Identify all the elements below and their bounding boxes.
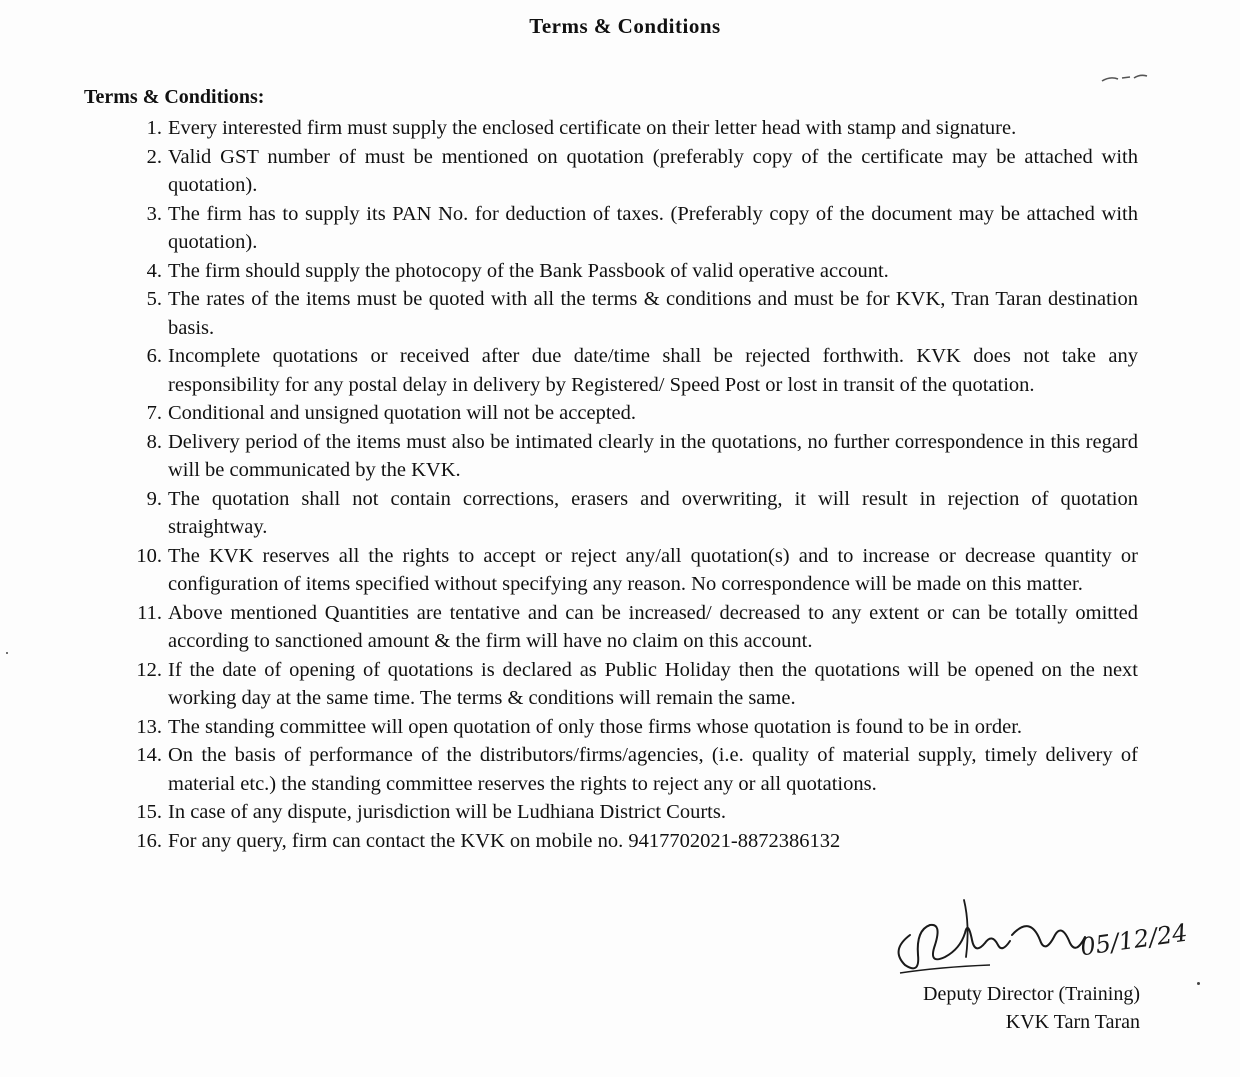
stray-pen-mark [1100,72,1150,84]
term-number: 11. [137,601,162,624]
signatory-organization: KVK Tarn Taran [1005,1011,1140,1033]
term-text: Conditional and unsigned quotation will not be accepted. [168,402,636,424]
term-text: In case of any dispute, jurisdiction will be Ludhiana District Courts. [168,801,726,823]
term-number: 12. [136,658,162,681]
term-number: 9. [146,487,162,510]
terms-list [128,114,1138,855]
term-number: 15. [136,801,162,823]
term-text: The rates of the items must be quoted with all the terms & conditions and must be for KVK, Tran Taran destination basis. [168,288,1138,339]
term-item [128,143,1138,200]
term-item [128,542,1138,599]
term-text: For any query, firm can contact the KVK on mobile no. 9417702021-8872386132 [168,829,841,852]
term-text: On the basis of performance of the distributors/firms/agencies, (i.e. quality of material supply, timely delivery of material etc.) the standing committee reserves the rights to reject any or all quotations. [168,744,1138,795]
page-title: Terms & Conditions [529,14,721,38]
term-item [128,485,1138,542]
term-number: 7. [146,402,162,424]
term-item [128,599,1138,656]
term-item [128,656,1138,713]
term-text: Above mentioned Quantities are tentative and can be increased/ decreased to any extent or can be totally omitted according to sanctioned amount & the firm will have no claim on this account. [168,601,1138,652]
term-item [128,285,1138,342]
term-number: 13. [136,715,162,738]
term-text: The firm has to supply its PAN No. for deduction of taxes. (Preferably copy of the document may be attached with quotation). [168,202,1138,253]
section-heading: Terms & Conditions: [84,86,265,108]
term-item [128,257,1138,286]
term-item [128,342,1138,399]
term-item [128,741,1138,798]
term-number: 16. [136,829,162,852]
term-number: 3. [146,202,162,225]
term-number: 8. [146,430,162,453]
signature-date: 05/12/24 [1078,918,1190,962]
term-text: The standing committee will open quotation of only those firms whose quotation is found to be in order. [168,715,1023,738]
term-number: 6. [146,345,162,367]
term-text: Delivery period of the items must also be intimated clearly in the quotations, no further correspondence in this regard will be communicated by the KVK. [168,430,1138,481]
term-number: 5. [146,288,162,310]
term-item [128,399,1138,428]
signature-block [840,980,1140,1036]
term-text: Valid GST number of must be mentioned on quotation (preferably copy of the certificate may be attached with quotation). [168,145,1138,196]
term-item [128,713,1138,742]
term-item [128,114,1138,143]
term-text: Incomplete quotations or received after due date/time shall be rejected forthwith. KVK does not take any responsibility for any postal delay in delivery by Registered/ Speed Post or lost in transit of the quotation. [168,345,1138,396]
term-text: The firm should supply the photocopy of the Bank Passbook of valid operative account. [168,259,889,282]
term-number: 10. [136,544,162,567]
term-item [128,798,1138,827]
term-number: 2. [146,145,162,168]
signatory-designation: Deputy Director (Training) [923,983,1140,1005]
term-item [128,200,1138,257]
term-item [128,827,1138,856]
term-text: Every interested firm must supply the enclosed certificate on their letter head with stamp and signature. [168,117,1017,139]
term-text: If the date of opening of quotations is declared as Public Holiday then the quotations will be opened on the next working day at the same time. The terms & conditions will remain the same. [168,658,1138,709]
term-number: 4. [146,259,162,282]
term-text: The quotation shall not contain corrections, erasers and overwriting, it will result in rejection of quotation straightway. [168,487,1138,538]
term-text: The KVK reserves all the rights to accept or reject any/all quotation(s) and to increase or decrease quantity or configuration of items specified without specifying any reason. No correspondence will be made on this matter. [168,544,1138,595]
term-item [128,428,1138,485]
scan-speck [1197,982,1200,985]
term-number: 14. [136,744,162,766]
term-number: 1. [146,117,162,139]
scan-speck [6,652,8,654]
